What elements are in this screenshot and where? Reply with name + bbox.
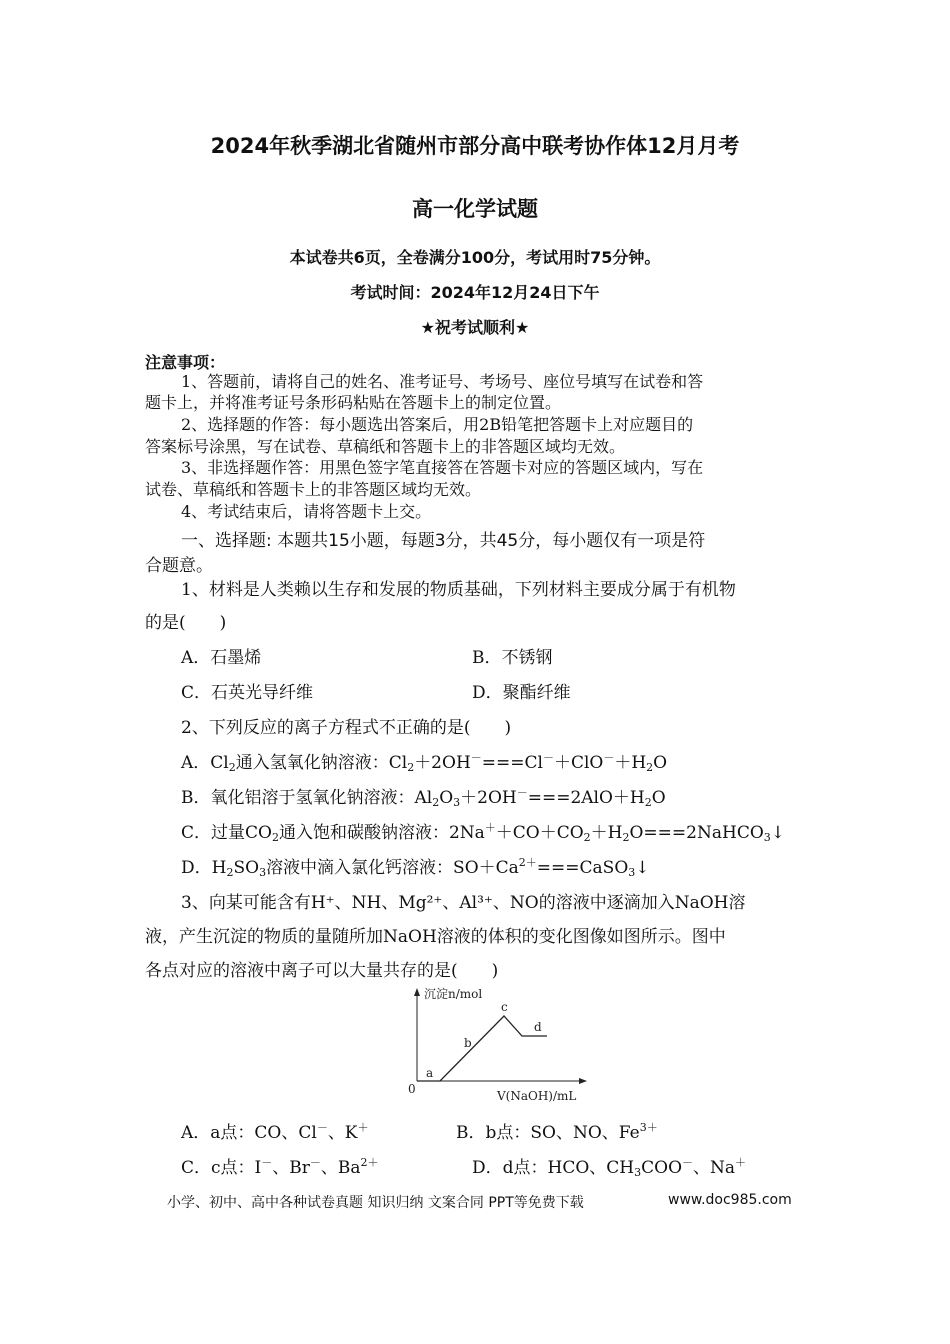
section-1-heading	[181, 526, 705, 551]
q3-option-d: D．d点：HCO、$CH_3COO^-$、Na＋	[472, 1156, 747, 1179]
precipitate-graph	[400, 985, 600, 1110]
q1-option-d: D．聚酯纤维	[472, 683, 571, 703]
exam-info-time: 考试时间：2024年12月24日下午	[350, 283, 600, 302]
note-2-line-2: 答案标号涂黑，写在试卷、草稿纸和答题卡上的非答题区域均无效。	[145, 437, 626, 456]
exam-title: 2024年秋季湖北省随州市部分高中联考协作体12月月考	[210, 134, 740, 158]
q1-option-c: C．石英光导纤维	[181, 683, 314, 703]
q1-option-b: B．不锈钢	[472, 648, 553, 668]
note-1-line-1: 1、答题前，请将自己的姓名、准考证号、考场号、座位号填写在试卷和答	[181, 372, 704, 391]
q2-option-a: A．$Cl_2$通入氢氧化钠溶液：$Cl_2+2OH^-===Cl^-+ClO^-+H_2O$	[181, 751, 668, 774]
q2-stem: 2、下列反应的离子方程式不正确的是( )	[181, 718, 512, 738]
point-b-label: b	[464, 1036, 472, 1050]
q3-stem-line-3: 各点对应的溶液中离子可以大量共存的是( )	[145, 961, 499, 981]
q3-option-c: C．c点：I－、Br－、$Ba^{2+}$	[181, 1156, 379, 1178]
exam-wish: ★祝考试顺利★	[420, 318, 530, 337]
note-3-line-1: 3、非选择题作答：用黑色签字笔直接答在答题卡对应的答题区域内，写在	[181, 458, 704, 477]
note-1-line-2: 题卡上，并将准考证号条形码粘贴在答题卡上的制定位置。	[145, 393, 562, 412]
x-axis-arrow	[579, 1078, 587, 1084]
exam-info-pages: 本试卷共6页，全卷满分100分，考试用时75分钟。	[289, 248, 661, 267]
q1-stem-line-1: 1、材料是人类赖以生存和发展的物质基础，下列材料主要成分属于有机物	[181, 580, 736, 600]
q2-option-c: C．过量$CO_2$通入饱和碳酸钠溶液：$2Na^++CO+CO_2+H_2O===2NaHCO_3↓$	[181, 821, 786, 844]
y-axis-arrow	[414, 988, 420, 996]
note-2-line-1: 2、选择题的作答：每小题选出答案后，用2B铅笔把答题卡上对应题目的	[181, 415, 694, 434]
q3-stem-line-1: 3、向某可能含有H⁺、NH、Mg²⁺、Al³⁺、NO的溶液中逐滴加入NaOH溶	[181, 893, 746, 913]
notes-heading: 注意事项：	[145, 353, 226, 372]
note-4: 4、考试结束后，请将答题卡上交。	[181, 502, 432, 521]
q2-option-d: D．$H_2SO_3$溶液中滴入氯化钙溶液：$SO+Ca^{2+}===CaSO_3↓$	[181, 856, 650, 879]
section-1-heading-line-2: 合题意。	[145, 556, 213, 576]
point-a-label: a	[426, 1066, 434, 1080]
q1-stem-line-2: 的是( )	[145, 613, 227, 633]
q3-stem-line-2: 液，产生沉淀的物质的量随所加NaOH溶液的体积的变化图像如图所示。图中	[145, 927, 726, 947]
precipitate-curve	[417, 1016, 547, 1081]
exam-subtitle: 高一化学试题	[412, 197, 538, 221]
section-1-lead: 一、选择题	[181, 531, 266, 551]
y-axis-label: 沉淀n/mol	[424, 987, 483, 1001]
q3-option-b: B．b点：SO、NO、$Fe^{3+}$	[456, 1121, 658, 1143]
q2-option-b: B．氧化铝溶于氢氧化钠溶液：$Al_2O_3+2OH^-===2AlO+H_2O$	[181, 786, 666, 809]
x-axis-label: V(NaOH)/mL	[497, 1089, 577, 1103]
q1-option-a: A．石墨烯	[181, 648, 262, 668]
footer-promo-text: 小学、初中、高中各种试卷真题 知识归纳 文案合同 PPT等免费下载	[167, 1195, 584, 1211]
note-3-line-2: 试卷、草稿纸和答题卡上的非答题区域均无效。	[145, 480, 482, 499]
point-d-label: d	[534, 1020, 542, 1034]
origin-label: 0	[408, 1082, 416, 1096]
q3-option-a: A．a点：CO、Cl－、K＋	[181, 1121, 369, 1143]
point-c-label: c	[501, 1000, 508, 1014]
section-1-rule: : 本题共15小题，每题3分，共45分，每小题仅有一项是符	[266, 531, 706, 551]
footer-website-link[interactable]: www.doc985.com	[668, 1192, 792, 1208]
